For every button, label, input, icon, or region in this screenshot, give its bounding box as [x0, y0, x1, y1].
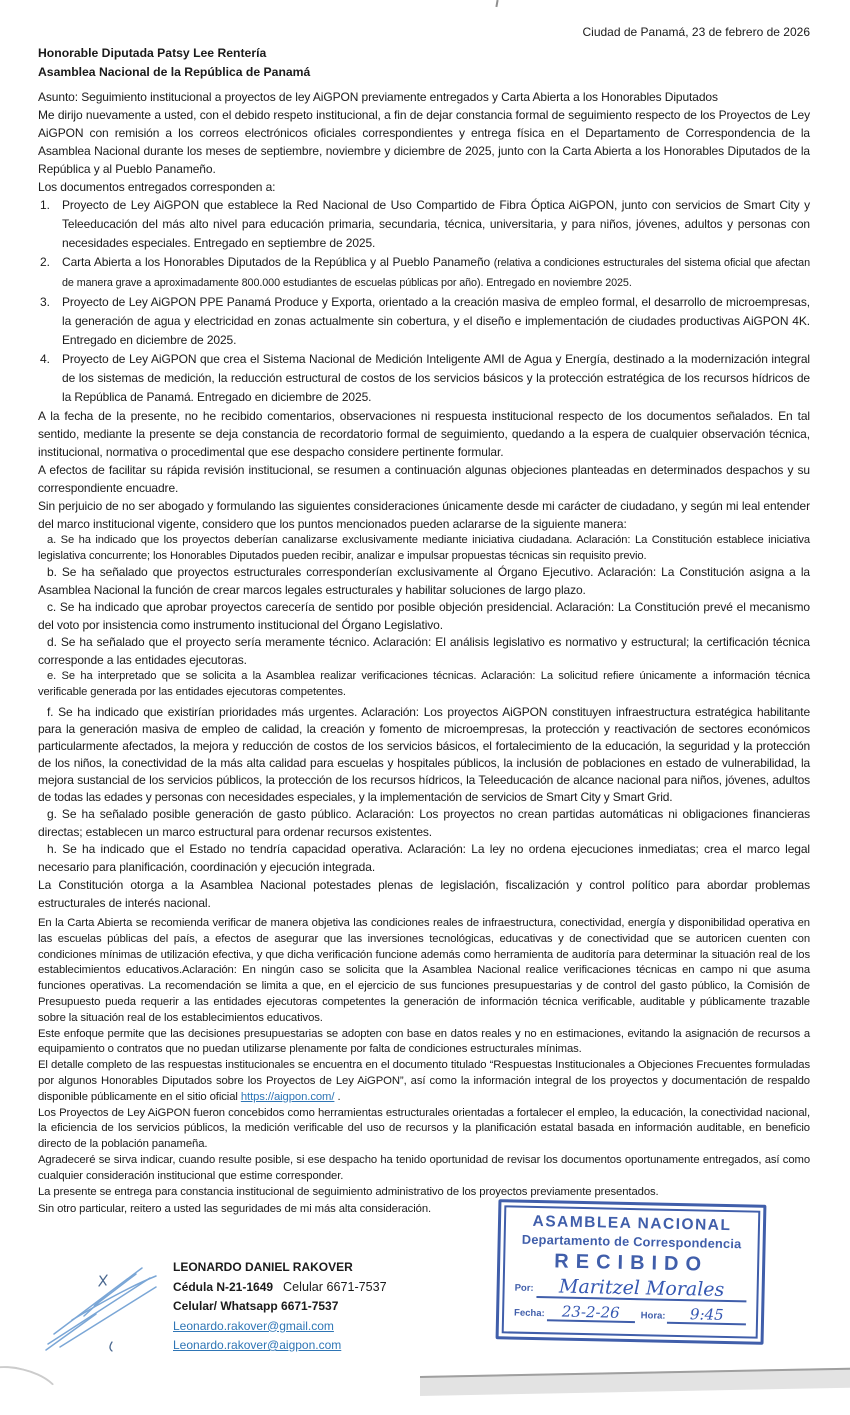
objection-id: e.	[47, 670, 57, 682]
handwritten-signature	[44, 1254, 169, 1354]
aigpon-site-link[interactable]: https://aigpon.com/	[240, 1090, 335, 1103]
recipient-org: Asamblea Nacional de la República de Panamá	[38, 65, 311, 79]
objection-h	[38, 841, 810, 876]
objection-b	[38, 564, 810, 599]
carta-abierta-paragraph: En la Carta Abierta se recomienda verificar de manera objetiva las condiciones reales de infraestructura, conectividad, energía y disponibilidad operativa en las escuelas públicas del país, a efectos de asegurar que las inversiones tecnológicas, educativas y de conectividad que se autoricen cuenten con condiciones mínimas de utilización efectiva, y que dicha verificación funcione además como herramienta de auditoría para determinar la situación real de los establecimientos educativos.Aclaración: En ningún caso se solicita que la Asamblea Nacional realice verificaciones técnicas en campo ni que asuma funciones operativas. La recomendación se limita a que, en el ejercicio de sus funciones presupuestarias y de control del gasto público, la Comisión de Presupuesto pueda requerir a las entidades ejecutoras competentes la generación de información técnica verificable, auditable y públicamente trazable sobre la situación real de los establecimientos educativos.	[38, 917, 810, 1024]
document-item	[38, 196, 810, 253]
stamp-department: Departamento de Correspondencia	[521, 1231, 742, 1252]
subject-line: Asunto: Seguimiento institucional a proyectos de ley AiGPON previamente entregados y Carta Abierta a los Honorables Diputados	[38, 90, 718, 104]
stamp-org-name: ASAMBLEA NACIONAL	[532, 1212, 732, 1235]
recipient-name: Honorable Diputada Patsy Lee Rentería	[38, 46, 267, 60]
objection-text: Se ha señalado que el proyecto sería meramente técnico. Aclaración: El análisis legislativo es normativo y estructural; la certificación técnica corresponde a las entidades ejecutoras.	[38, 635, 811, 667]
stamp-fecha-row	[514, 1303, 746, 1326]
document-text-main: Carta Abierta a los Honorables Diputados de la República y al Pueblo Panameño	[62, 255, 494, 269]
document-text: Proyecto de Ley AiGPON que crea el Sistema Nacional de Medición Inteligente AMI de Agua y Energía, destinado a la modernización integral de los sistemas de medición, la reducción estructural de costos de los servicios básicos y la protección estratégica de los recursos hídricos de la República de Panamá. Entregado en diciembre de 2025.	[62, 352, 810, 404]
stamp-por-row	[514, 1274, 746, 1301]
review-paragraph: A efectos de facilitar su rápida revisión institucional, se resumen a continuación algunas objeciones planteadas en determinados despachos y su correspondiente encuadre.	[38, 463, 810, 495]
sender-celular: Celular 6671-7537	[283, 1279, 387, 1294]
sender-cedula: Cédula N-21-1649	[173, 1279, 274, 1294]
farewell-paragraph: Sin otro particular, reitero a usted las seguridades de mi más alta consideración.	[38, 1203, 432, 1216]
constitution-paragraph: La Constitución otorga a la Asamblea Nacional potestades plenas de legislación, fiscalización y control político para abordar problemas estructurales de interés nacional.	[38, 878, 810, 910]
received-stamp	[496, 1199, 767, 1345]
stamp-hora-label: Hora:	[640, 1310, 666, 1322]
objection-c	[38, 599, 810, 634]
objection-d	[38, 634, 810, 669]
stamp-por-handwritten-value: Maritzel Morales	[536, 1276, 746, 1302]
detalle-text-after: .	[334, 1090, 341, 1103]
detalle-text-before: El detalle completo de las respuestas institucionales se encuentra en el documento titulado “Respuestas Institucionales a Objeciones Frecuentes formuladas por algunos Honorables Diputados sobre los Proyectos de Ley AiGPON”, así como la información integral de los proyectos y documentación de respaldo disponible públicamente en el sitio oficial	[38, 1059, 810, 1103]
objection-id: g.	[47, 807, 57, 821]
document-item	[38, 350, 810, 407]
document-text	[62, 253, 810, 293]
detalle-paragraph	[38, 1058, 810, 1105]
received-stamp-inner	[502, 1205, 761, 1338]
document-item	[38, 253, 810, 293]
document-number: 1.	[40, 198, 51, 212]
document-text: Proyecto de Ley AiGPON PPE Panamá Produce y Exporta, orientado a la creación masiva de empleo formal, el desarrollo de microempresas, la generación de agua y electricidad en zonas actualmente sin cobertura, y el diseño e implementación de ciudades productivas AiGPON 4K. Entregado en diciembre de 2025.	[62, 295, 810, 347]
document-number: 3.	[40, 295, 51, 309]
objection-id: a.	[47, 534, 57, 546]
agradecere-paragraph: Agradeceré se sirva indicar, cuando resulte posible, si ese despacho ha tenido oportunidad de revisar los documentos oportunamente entregados, así como cualquier consideración institucional que estime corresponder.	[38, 1153, 810, 1182]
document-item	[38, 293, 810, 350]
status-paragraph: A la fecha de la presente, no he recibido comentarios, observaciones ni respuesta institucional respecto de los documentos señalados. En tal sentido, mediante la presente se deja constancia de recordatorio formal de seguimiento, quedando a la espera de cualquier observación técnica, institucional, normativa o procedimental que ese despacho considere pertinente formular.	[38, 409, 810, 459]
objection-id: f.	[47, 705, 54, 719]
sender-id-line	[173, 1278, 473, 1298]
document-text: Proyecto de Ley AiGPON que establece la Red Nacional de Uso Compartido de Fibra Óptica AiGPON, junto con servicios de Smart City y Teleeducación del más alto nivel para educación primaria, secundaria, técnica, universitaria, y para niños, jóvenes, adultos y personas con necesidades especiales. Entregado en septiembre de 2025.	[62, 198, 810, 250]
proyectos-paragraph: Los Proyectos de Ley AiGPON fueron concebidos como herramientas estructurales orientadas a fortalecer el empleo, la educación, la conectividad nacional, la eficiencia de los servicios públicos, la medición verificable del uso de recursos y la planificación estatal basada en información auditable, en beneficio directo de la población panameña.	[38, 1106, 810, 1151]
recipient-block	[38, 44, 810, 82]
sender-name: LEONARDO DANIEL RAKOVER	[173, 1260, 353, 1274]
email-gmail-link[interactable]: Leonardo.rakover@gmail.com	[173, 1318, 334, 1333]
email-aigpon-link[interactable]: Leonardo.rakover@aigpon.com	[173, 1338, 342, 1352]
objection-a	[38, 533, 810, 564]
intro-paragraph: Me dirijo nuevamente a usted, con el debido respeto institucional, a fin de dejar constancia formal de seguimiento respecto de los Proyectos de Ley AiGPON con remisión a los correos electrónicos oficiales correspondientes y entrega física en el Departamento de Correspondencia de la Asamblea Nacional durante los meses de septiembre, noviembre y diciembre de 2025, junto con la Carta Abierta a los Honorables Diputados de la República y al Pueblo Panameño.	[38, 108, 810, 176]
objection-text: Se ha señalado que proyectos estructurales corresponderían exclusivamente al Órgano Ejecutivo. Aclaración: La Constitución asigna a la Asamblea Nacional la función de crear marcos legales estructurales y habilitar soluciones de largo plazo.	[38, 565, 810, 597]
disclaimer-paragraph: Sin perjuicio de no ser abogado y formulando las siguientes consideraciones únicamente desde mi carácter de ciudadano, y según mi leal entender del marco institucional vigente, considero que los puntos mencionados pueden aclararse de la siguiente manera:	[38, 499, 810, 531]
sender-email-line	[173, 1317, 473, 1337]
sender-whatsapp: Celular/ Whatsapp 6671-7537	[173, 1299, 339, 1313]
objection-id: c.	[47, 600, 57, 614]
stamp-received-label: RECIBIDO	[554, 1250, 709, 1276]
objection-text: Se ha indicado que el Estado no tendría capacidad operativa. Aclaración: La ley no ordena ejecuciones inmediatas; crea el marco legal necesario para planificación, coordinación y ejecución integrada.	[38, 842, 810, 874]
document-number: 4.	[40, 352, 51, 366]
objection-g	[38, 806, 810, 841]
scan-artifact-top	[495, 0, 498, 7]
document-number: 2.	[40, 255, 51, 269]
documents-intro: Los documentos entregados corresponden a:	[38, 180, 276, 194]
objection-text: Se ha indicado que los proyectos deberían canalizarse exclusivamente mediante iniciativa ciudadana. Aclaración: La Constitución establece iniciativa legislativa concurrente; los Honorables Diputados pueden recibir, analizar e impulsar propuestas técnicas sin requisito previo.	[38, 534, 810, 562]
documents-list	[38, 196, 810, 407]
objection-text: Se ha interpretado que se solicita a la Asamblea realizar verificaciones técnicas. Aclaración: La solicitud refiere únicamente a información técnica verificable generada por las entidades ejecutoras competentes.	[38, 670, 810, 698]
objection-f	[38, 704, 810, 806]
stamp-fecha-handwritten-value: 23-2-26	[547, 1303, 635, 1323]
sender-contact-block	[173, 1258, 473, 1356]
date-line: Ciudad de Panamá, 23 de febrero de 2026	[582, 25, 810, 39]
objection-text: Se ha señalado posible generación de gasto público. Aclaración: Los proyectos no crean partidas automáticas ni obligaciones financieras directas; establecen un marco estructural para ordenar recursos existentes.	[38, 807, 810, 839]
objection-text: Se ha indicado que existirían prioridades más urgentes. Aclaración: Los proyectos AiGPON constituyen infraestructura estratégica habilitante para la generación masiva de empleo de calidad, la creación y fomento de microempresas, la protección y reactivación de sectores económicos particularmente afectados, la mejora y reducción de costos de los servicios básicos, el fortalecimiento de la educación, la seguridad y la protección de los niños, la conectividad de la más alta calidad para escuelas y hospitales públicos, la inclusión de poblaciones en estado de vulnerabilidad, la mejora sustancial de los servicios públicos, la protección de los recursos hídricos, la Teleeducación de alcance nacional para niños, jóvenes, adultos de todas las edades y personas con necesidades especiales, y la implementación de servicios de Smart City y Smart Grid.	[38, 705, 811, 804]
enfoque-paragraph: Este enfoque permite que las decisiones presupuestarias se adopten con base en datos reales y no en estimaciones, evitando la asignación de recursos a equipamiento o contratos que no puedan utilizarse plenamente por falta de condiciones estructurales mínimas.	[38, 1027, 810, 1056]
objection-id: b.	[47, 565, 57, 579]
sender-email-line	[173, 1336, 473, 1356]
objection-e	[38, 669, 810, 700]
stamp-fecha-label: Fecha:	[513, 1307, 545, 1320]
document-text-note: (relativa a condiciones estructurales del sistema oficial que afectan de manera grave a aproximadamente 800.000 estudiantes de escuelas públicas por año). Entregado en noviembre 2025.	[62, 257, 810, 289]
objection-id: h.	[47, 842, 57, 856]
stamp-por-label: Por:	[514, 1282, 534, 1294]
constancia-paragraph: La presente se entrega para constancia institucional de seguimiento administrativo de los proyectos previamente presentados.	[38, 1185, 659, 1198]
objection-text: Se ha indicado que aprobar proyectos carecería de sentido por posible objeción presidencial. Aclaración: La Constitución prevé el mecanismo del voto por insistencia como instrumento institucional del Órgano Legislativo.	[38, 600, 810, 632]
stamp-hora-handwritten-value: 9:45	[667, 1306, 746, 1326]
objection-id: d.	[47, 635, 57, 649]
